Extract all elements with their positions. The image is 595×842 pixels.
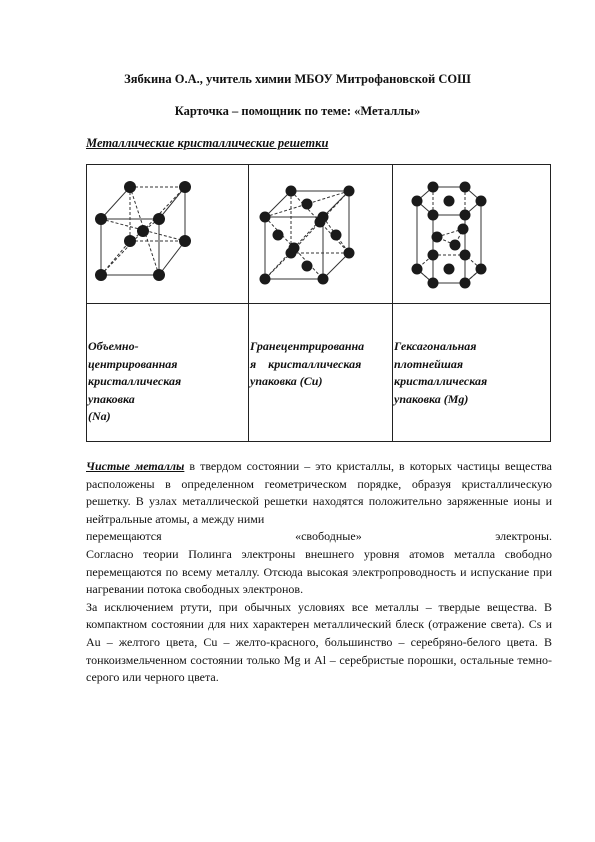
caption-cell-bcc bbox=[87, 304, 249, 442]
card-title: Карточка – помощник по теме: «Металлы» bbox=[174, 104, 421, 118]
lattice-image-cell-bcc bbox=[87, 165, 249, 304]
lattice-image-cell-fcc bbox=[249, 165, 393, 304]
caption-cell-fcc bbox=[249, 304, 393, 442]
paragraph-pure-metals-tail: перемещаются «свободные» электроны. bbox=[86, 529, 552, 544]
caption-bcc: Объемно- центрированная кристаллическая упаковка (Na) bbox=[88, 339, 182, 423]
hcp-lattice-figure bbox=[393, 165, 551, 303]
caption-hcp: Гексагональная плотнейшая кристаллическая упаковка (Mg) bbox=[394, 339, 488, 406]
fcc-lattice-figure bbox=[249, 165, 393, 303]
body-text bbox=[86, 458, 552, 687]
paragraph-pure-metals: Чистые металлы в твердом состоянии – это кристаллы, в которых частицы вещества расположены в определенном геометрическом порядке, образуя кристаллическую решетку. В узлах металлической решетки находятся положительно заряженные ионы и нейтральные атомы, а между ними bbox=[86, 459, 552, 526]
term-pure-metals: Чистые металлы bbox=[86, 459, 185, 473]
caption-cell-hcp bbox=[393, 304, 551, 442]
lattice-image-cell-hcp bbox=[393, 165, 551, 304]
bcc-lattice-figure bbox=[87, 165, 249, 303]
caption-fcc: Гранецентрированна я кристаллическая упаковка (Cu) bbox=[250, 339, 365, 388]
section-title: Металлические кристаллические решетки bbox=[86, 136, 329, 150]
author-line: Зябкина О.А., учитель химии МБОУ Митрофановской СОШ bbox=[124, 72, 471, 86]
lattice-table bbox=[86, 164, 551, 442]
paragraph-properties: За исключением ртути, при обычных условиях все металлы – твердые вещества. В компактном состоянии для них характерен металлический блеск (отражение света). Cs и Au – желтого цвета, Cu – желто-красного, большинство – серебряно-белого цвета. В тонкоизмельченном состоянии только Mg и Al – серебристые порошки, остальные темно-серого или черного цвета. bbox=[86, 599, 552, 685]
paragraph-pauling: Согласно теории Полинга электроны внешнего уровня атомов металла свободно перемещаются по всему металлу. Отсюда высокая электропроводность и испускание при нагревании потока свободных электронов. bbox=[86, 546, 552, 597]
